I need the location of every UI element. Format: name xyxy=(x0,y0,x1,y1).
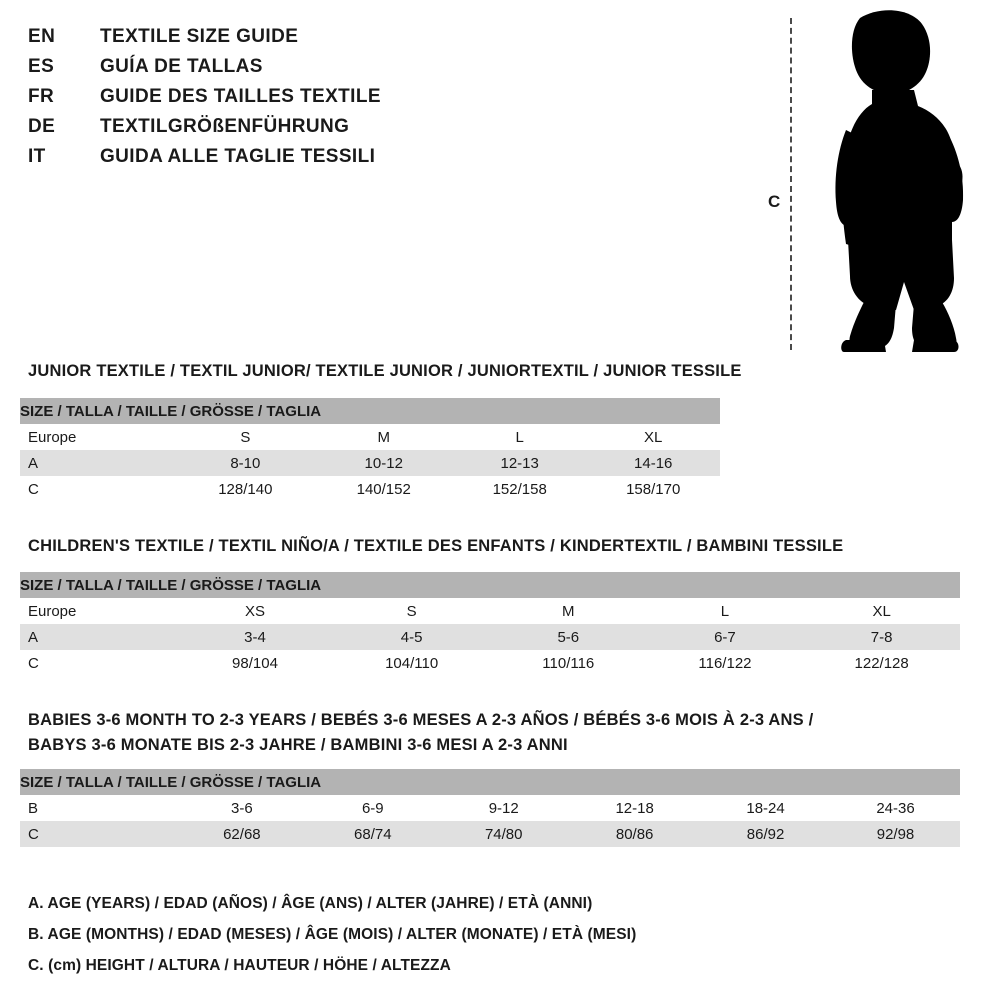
language-title: GUÍA DE TALLAS xyxy=(100,56,263,77)
cell-value: XL xyxy=(586,424,720,450)
cell-value: 3-4 xyxy=(177,624,334,650)
cell-value: 68/74 xyxy=(307,821,438,847)
table-header-label: SIZE / TALLA / TAILLE / GRÖSSE / TAGLIA xyxy=(20,769,960,795)
row-label: A xyxy=(20,450,176,476)
legend-line-a: A. AGE (YEARS) / EDAD (AÑOS) / ÂGE (ANS) / ALTER (JAHRE) / ETÀ (ANNI) xyxy=(28,895,593,912)
language-title: GUIDE DES TAILLES TEXTILE xyxy=(100,86,381,107)
row-label: C xyxy=(20,821,176,847)
cell-value: 98/104 xyxy=(177,650,334,676)
row-label: C xyxy=(20,650,177,676)
section-title-junior: JUNIOR TEXTILE / TEXTIL JUNIOR/ TEXTILE JUNIOR / JUNIORTEXTIL / JUNIOR TESSILE xyxy=(28,362,742,380)
table-children xyxy=(20,572,960,676)
cell-value: XS xyxy=(177,598,334,624)
cell-value: 4-5 xyxy=(333,624,490,650)
table-header-row xyxy=(20,398,720,424)
cell-value: XL xyxy=(803,598,960,624)
legend-line-b: B. AGE (MONTHS) / EDAD (MESES) / ÂGE (MOIS) / ALTER (MONATE) / ETÀ (MESI) xyxy=(28,926,637,943)
cell-value: 158/170 xyxy=(586,476,720,502)
cell-value: 14-16 xyxy=(586,450,720,476)
cell-value: 104/110 xyxy=(333,650,490,676)
language-row xyxy=(28,146,628,176)
cell-value: 140/152 xyxy=(315,476,453,502)
cell-value: 12-13 xyxy=(453,450,587,476)
height-figure xyxy=(740,10,980,360)
cell-value: S xyxy=(176,424,314,450)
language-title: TEXTILE SIZE GUIDE xyxy=(100,26,299,47)
language-code: EN xyxy=(28,26,56,47)
table-row xyxy=(20,650,960,676)
cell-value: 80/86 xyxy=(569,821,700,847)
table-babies xyxy=(20,769,960,847)
section-title-babies-line2: BABYS 3-6 MONATE BIS 2-3 JAHRE / BAMBINI 3-6 MESI A 2-3 ANNI xyxy=(28,736,568,754)
section-title-babies-line1: BABIES 3-6 MONTH TO 2-3 YEARS / BEBÉS 3-6 MESES A 2-3 AÑOS / BÉBÉS 3-6 MOIS À 2-3 ANS / xyxy=(28,711,814,729)
table-junior xyxy=(20,398,720,502)
cell-value: 5-6 xyxy=(490,624,647,650)
table-row xyxy=(20,624,960,650)
cell-value: 24-36 xyxy=(831,795,960,821)
section-title-children: CHILDREN'S TEXTILE / TEXTIL NIÑO/A / TEXTILE DES ENFANTS / KINDERTEXTIL / BAMBINI TESSILE xyxy=(28,537,844,555)
cell-value: M xyxy=(315,424,453,450)
cell-value: 6-9 xyxy=(307,795,438,821)
section-title-babies xyxy=(28,711,813,755)
row-label: B xyxy=(20,795,176,821)
legend-line-c: C. (cm) HEIGHT / ALTURA / HAUTEUR / HÖHE / ALTEZZA xyxy=(28,957,451,974)
table-header-label: SIZE / TALLA / TAILLE / GRÖSSE / TAGLIA xyxy=(20,398,720,424)
language-code: FR xyxy=(28,86,55,107)
language-row xyxy=(28,86,628,116)
cell-value: 128/140 xyxy=(176,476,314,502)
language-code: DE xyxy=(28,116,56,137)
cell-value: S xyxy=(333,598,490,624)
language-code: IT xyxy=(28,146,46,167)
cell-value: L xyxy=(453,424,587,450)
cell-value: 7-8 xyxy=(803,624,960,650)
cell-value: L xyxy=(647,598,804,624)
table-header-row xyxy=(20,572,960,598)
cell-value: 92/98 xyxy=(831,821,960,847)
cell-value: 152/158 xyxy=(453,476,587,502)
table-row xyxy=(20,476,720,502)
height-measure-line xyxy=(790,18,792,350)
language-row xyxy=(28,56,628,86)
row-label: C xyxy=(20,476,176,502)
language-list xyxy=(28,26,628,176)
cell-value: 86/92 xyxy=(700,821,831,847)
cell-value: 12-18 xyxy=(569,795,700,821)
table-header-label: SIZE / TALLA / TAILLE / GRÖSSE / TAGLIA xyxy=(20,572,960,598)
language-code: ES xyxy=(28,56,55,77)
cell-value: 8-10 xyxy=(176,450,314,476)
table-row xyxy=(20,424,720,450)
cell-value: 10-12 xyxy=(315,450,453,476)
table-row xyxy=(20,450,720,476)
row-label: A xyxy=(20,624,177,650)
language-row xyxy=(28,26,628,56)
cell-value: 110/116 xyxy=(490,650,647,676)
language-title: GUIDA ALLE TAGLIE TESSILI xyxy=(100,146,376,167)
table-row xyxy=(20,598,960,624)
table-row xyxy=(20,821,960,847)
cell-value: 6-7 xyxy=(647,624,804,650)
cell-value: 18-24 xyxy=(700,795,831,821)
cell-value: 116/122 xyxy=(647,650,804,676)
cell-value: M xyxy=(490,598,647,624)
table-header-row xyxy=(20,769,960,795)
table-row xyxy=(20,795,960,821)
cell-value: 122/128 xyxy=(803,650,960,676)
child-silhouette-icon xyxy=(802,10,977,360)
cell-value: 3-6 xyxy=(176,795,307,821)
row-label: Europe xyxy=(20,424,176,450)
cell-value: 62/68 xyxy=(176,821,307,847)
height-measure-label: C xyxy=(768,192,781,211)
cell-value: 74/80 xyxy=(438,821,569,847)
row-label: Europe xyxy=(20,598,177,624)
cell-value: 9-12 xyxy=(438,795,569,821)
language-row xyxy=(28,116,628,146)
language-title: TEXTILGRÖßENFÜHRUNG xyxy=(100,116,350,137)
